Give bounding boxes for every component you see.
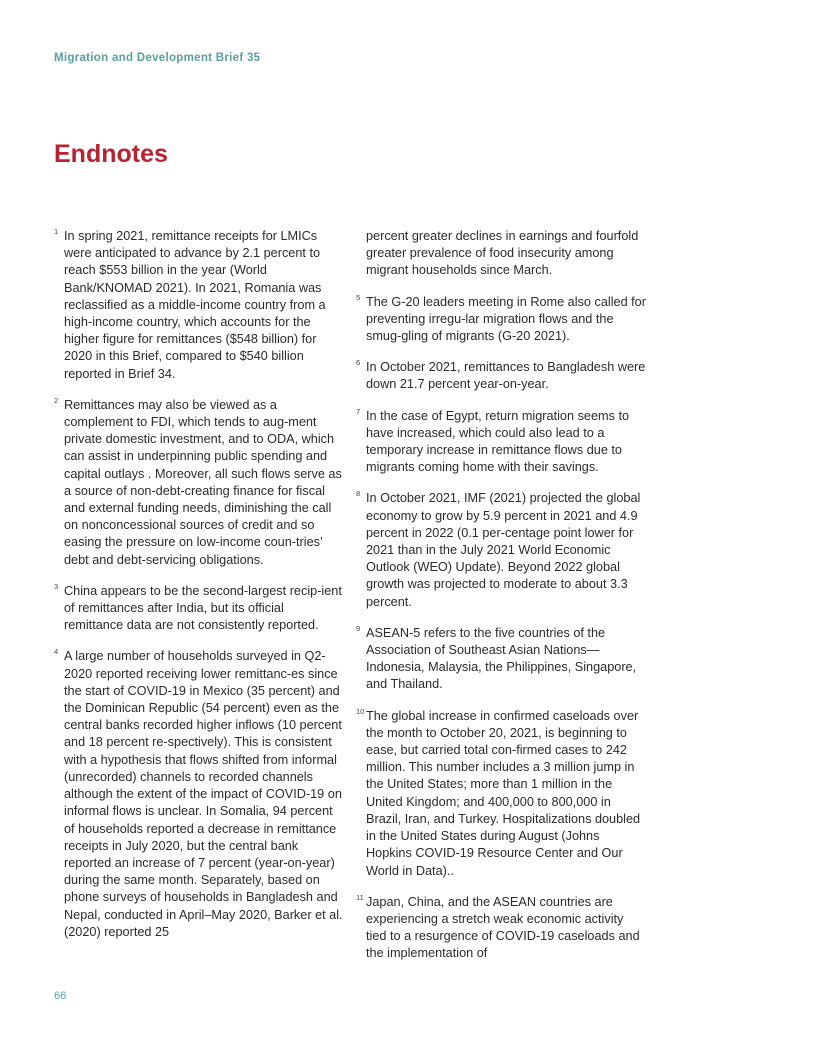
endnote-10 [356, 708, 646, 880]
endnote-4 [54, 648, 344, 940]
endnote-9 [356, 625, 646, 694]
page-title: Endnotes [54, 140, 168, 168]
endnote-text: China appears to be the second-largest recip-ient of remittances after India, but its official remittance data are not consistently reported. [64, 583, 342, 633]
endnote-number: 3 [54, 581, 59, 591]
endnote-text: The global increase in confirmed caseloads over the month to October 20, 2021, is beginning to ease, but carried total con-firmed cases to 242 million. This number includes a 3 million jump in the United States; more than 1 million in the United Kingdom; and 400,000 to 800,000 in Brazil, Iran, and Turkey. Hospitalizations doubled in the United States during August (Johns Hopkins COVID-19 Resource Center and Our World in Data).. [366, 708, 641, 878]
endnote-text: In the case of Egypt, return migration seems to have increased, which could also lead to a temporary increase in remittance flows due to migrants coming home with their savings. [366, 408, 630, 475]
endnote-6 [356, 359, 646, 393]
endnote-3 [54, 583, 344, 635]
endnote-8 [356, 490, 646, 610]
endnote-1 [54, 228, 344, 383]
endnote-number: 2 [54, 395, 59, 405]
endnote-number: 1 [54, 227, 59, 236]
page-number: 66 [54, 990, 67, 1002]
endnote-number: 6 [356, 358, 361, 368]
endnote-text: In October 2021, IMF (2021) projected the global economy to grow by 5.9 percent in 2021 and 4.9 percent in 2022 (0.1 per-centage point lower for 2021 than in the July 2021 World Economic Outlook (WEO) Update). Beyond 2022 global growth was projected to moderate to about 3.3 percent. [366, 491, 641, 609]
endnotes-right-column [356, 228, 646, 977]
endnote-text: Remittances may also be viewed as a complement to FDI, which tends to aug-ment private domestic investment, and to ODA, which can assist in underpinning public spending and capital outlays . Moreover, all such flows serve as a source of non-debt-creating finance for fiscal and external funding needs, diminishing the call on nonconcessional sources of credit and so easing the pressure on low-income coun-tries’ debt and debt-servicing obligations. [64, 397, 342, 567]
endnote-7 [356, 408, 646, 477]
endnote-text: In spring 2021, remittance receipts for LMICs were anticipated to advance by 2.1 percent to reach $553 billion in the year (World Bank/KNOMAD 2021). In 2021, Romania was reclassified as a middle-income country from a high-income country, which accounts for the higher figure for remittances ($548 billion) for 2020 in this Brief, compared to $540 billion reported in Brief 34. [64, 229, 326, 381]
endnote-number: 7 [356, 406, 361, 416]
endnote-11 [356, 894, 646, 963]
endnote-number: 5 [356, 292, 361, 302]
endnote-number: 9 [356, 623, 361, 633]
endnote-5 [356, 294, 646, 346]
endnote-2 [54, 397, 344, 569]
endnote-4-continuation: percent greater declines in earnings and fourfold greater prevalence of food insecurity among migrant households since March. [366, 229, 639, 278]
endnote-number: 4 [54, 647, 59, 657]
endnote-text: Japan, China, and the ASEAN countries are experiencing a stretch weak economic activity tied to a resurgence of COVID-19 caseloads and the implementation of [366, 894, 640, 961]
endnote-number: 8 [356, 489, 361, 499]
endnotes-left-column [54, 228, 344, 955]
endnote-number: 10 [356, 706, 365, 716]
endnote-text: A large number of households surveyed in Q2-2020 reported receiving lower remittanc-es since the start of COVID-19 in Mexico (35 percent) and the Dominican Republic (54 percent) even as the central banks recorded higher inflows (10 percent and 18 percent re-spectively). This is consistent with a hypothesis that flows shifted from informal (unrecorded) channels to recorded channels although the extent of the impact of COVID-19 on informal flows is unclear. In Somalia, 94 percent of households reported a decrease in remittance receipts in July 2020, but the central bank reported an increase of 7 percent (year-on-year) during the same month. Separately, based on phone surveys of households in Bangladesh and Nepal, conducted in April–May 2020, Barker et al. (2020) reported 25 [64, 649, 343, 939]
endnote-text: In October 2021, remittances to Bangladesh were down 21.7 percent year-on-year. [366, 360, 646, 392]
running-header: Migration and Development Brief 35 [54, 52, 261, 64]
endnote-number: 11 [356, 892, 364, 902]
endnote-text: ASEAN-5 refers to the five countries of the Association of Southeast Asian Nations—Indonesia, Malaysia, the Philippines, Singapore, and Thailand. [366, 625, 637, 692]
endnote-text: The G-20 leaders meeting in Rome also called for preventing irregu-lar migration flows and the smug-gling of migrants (G-20 2021). [366, 294, 646, 344]
